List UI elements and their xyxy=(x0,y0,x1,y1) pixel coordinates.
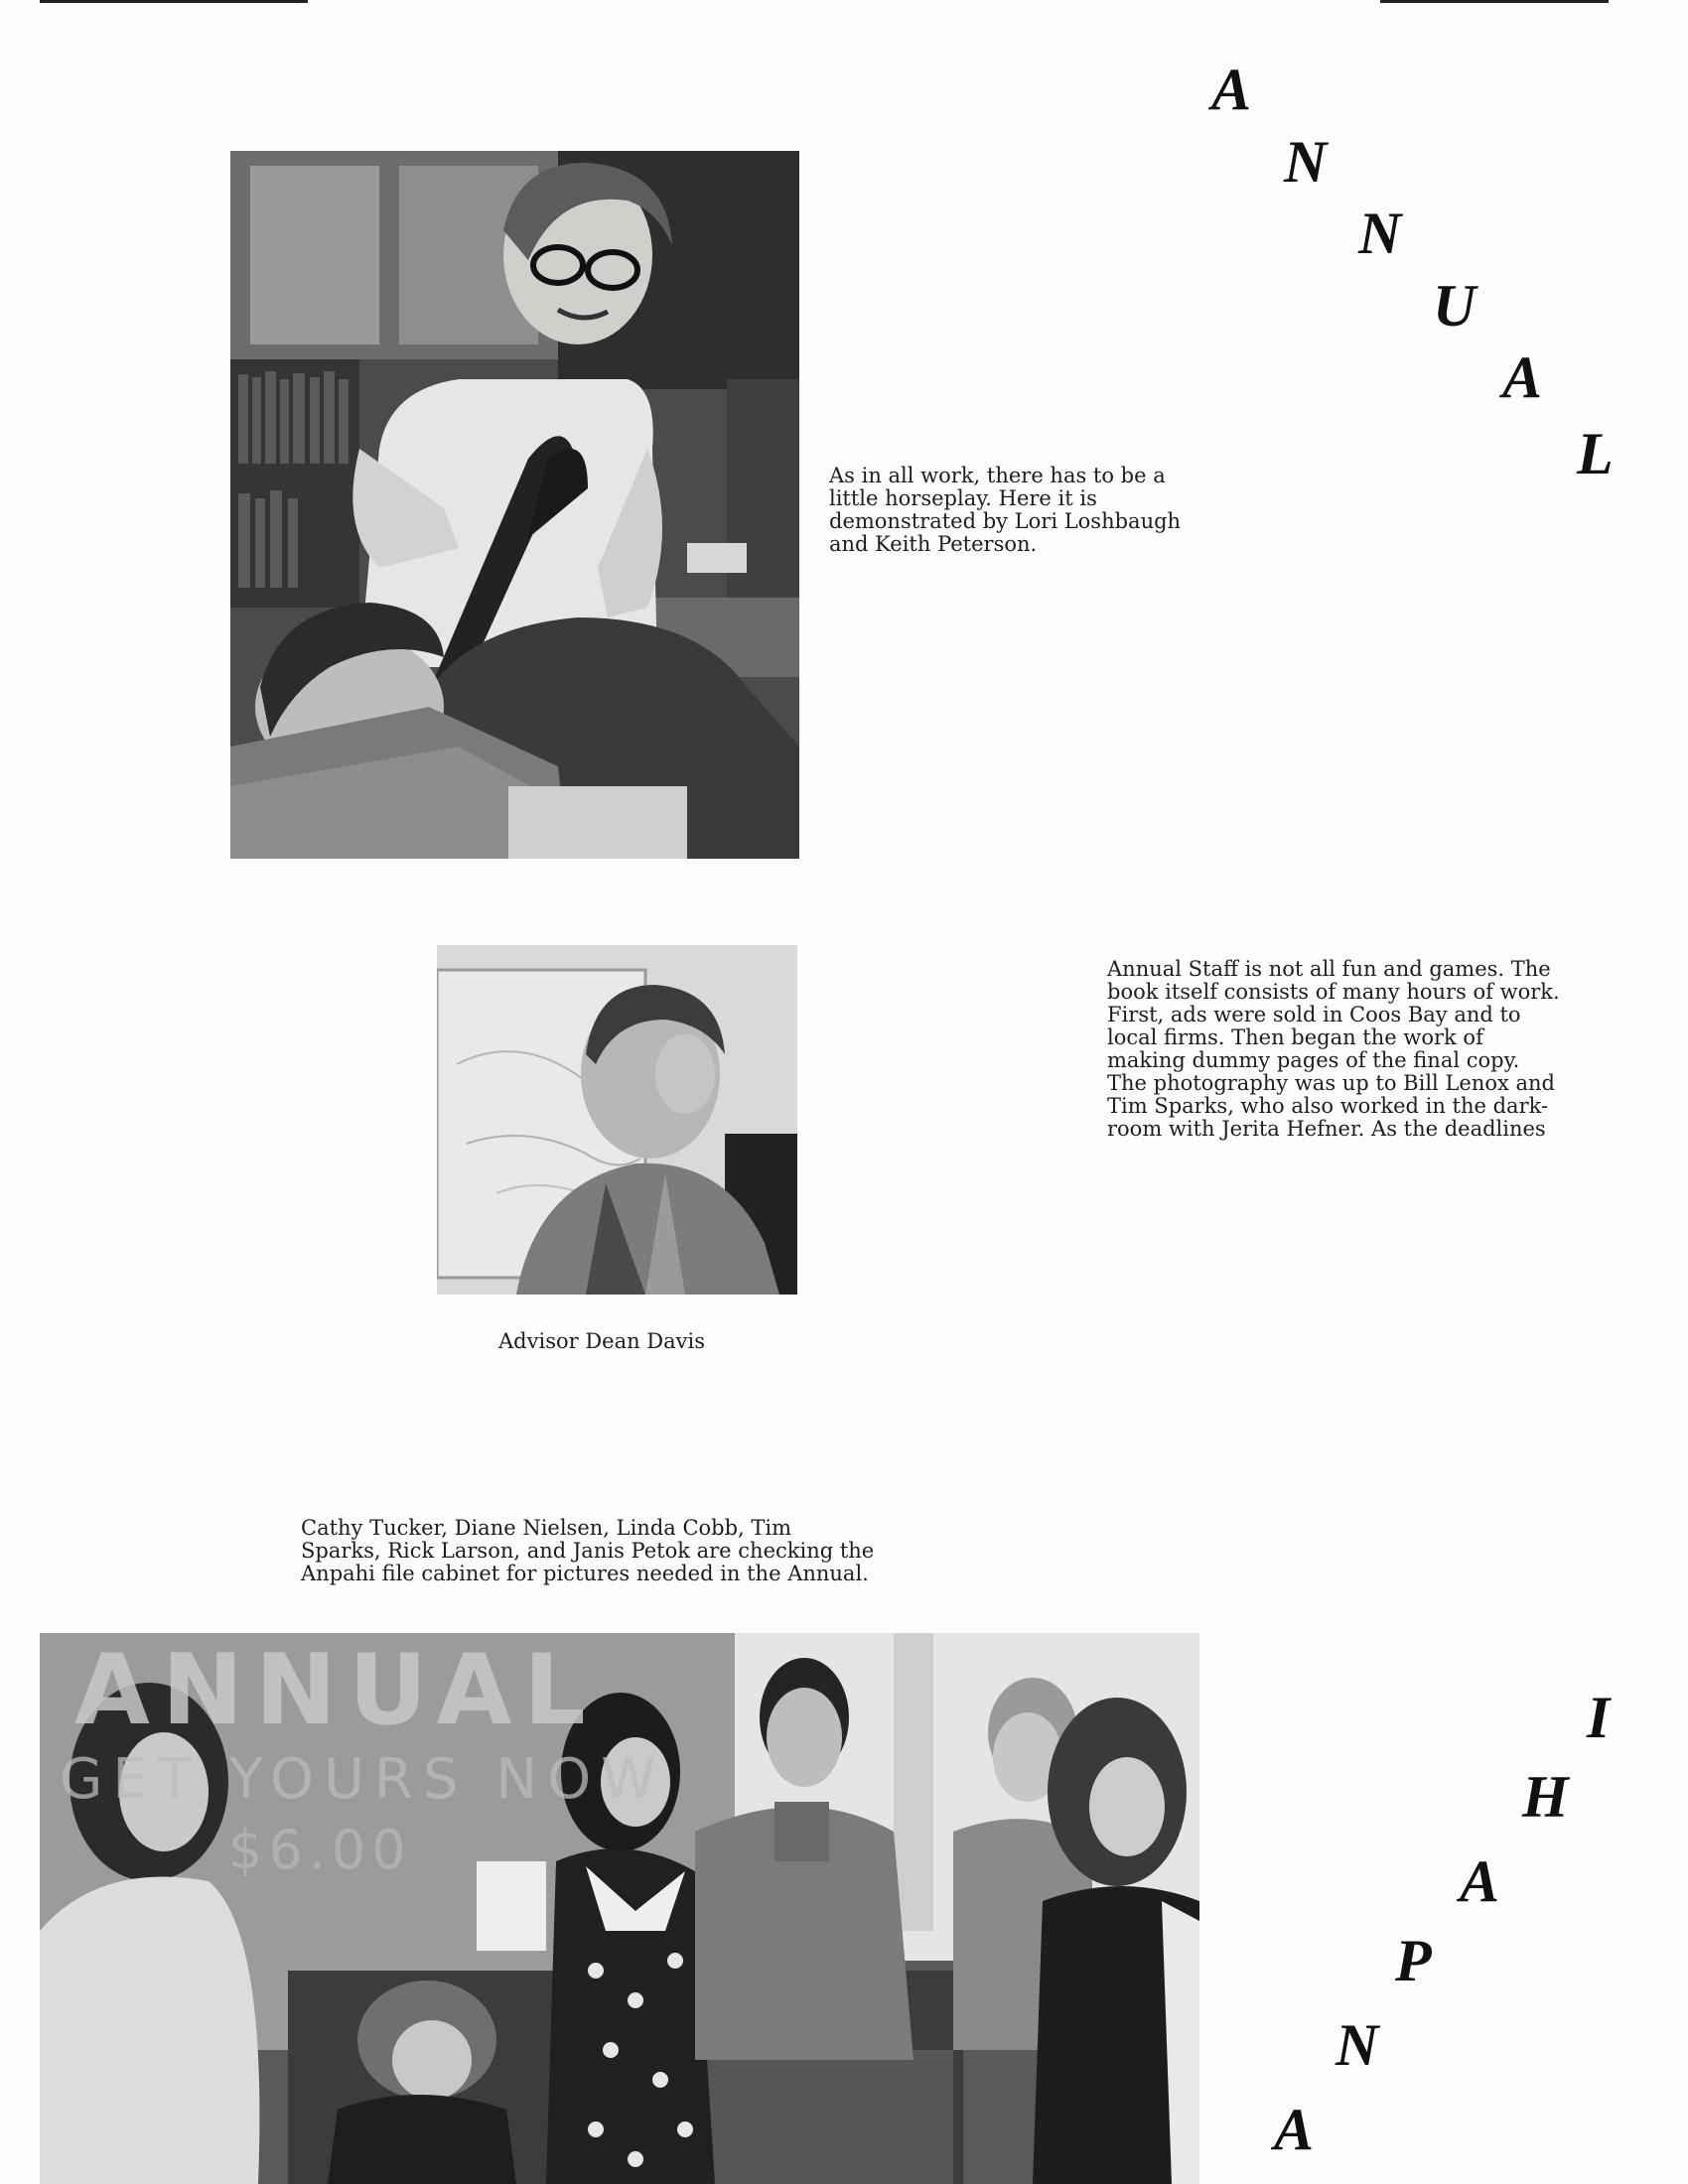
caption-line: Annual Staff is not all fun and games. The xyxy=(1107,957,1551,981)
file-cabinet-caption xyxy=(301,1517,874,1585)
heading-letter: N xyxy=(1358,201,1402,266)
caption-line: Cathy Tucker, Diane Nielsen, Linda Cobb, Tim xyxy=(301,1516,792,1540)
board-title: ANNUAL xyxy=(74,1634,598,1747)
caption-line: As in all work, there has to be a xyxy=(829,464,1166,487)
board-price: $6.00 xyxy=(228,1819,412,1881)
heading-letter: P xyxy=(1395,1928,1432,1993)
heading-letter: A xyxy=(1502,344,1543,410)
heading-letter: N xyxy=(1284,129,1328,195)
heading-letter: A xyxy=(1211,57,1252,122)
caption-line: First, ads were sold in Coos Bay and to xyxy=(1107,1003,1521,1026)
top-rule-right xyxy=(1380,0,1609,3)
caption-line: making dummy pages of the final copy. xyxy=(1107,1048,1520,1072)
horseplay-photo xyxy=(230,151,799,859)
caption-line: and Keith Peterson. xyxy=(829,532,1038,556)
heading-letter: A xyxy=(1460,1848,1500,1914)
top-rule-left xyxy=(40,0,308,3)
caption-line: book itself consists of many hours of work. xyxy=(1107,980,1560,1004)
heading-letter: I xyxy=(1587,1685,1611,1750)
caption-line: Tim Sparks, who also worked in the dark- xyxy=(1107,1094,1549,1118)
horseplay-caption xyxy=(829,465,1181,556)
advisor-photo xyxy=(437,945,797,1295)
group-photo xyxy=(40,1633,1199,2184)
caption-line: demonstrated by Lori Loshbaugh xyxy=(829,509,1182,533)
heading-letter: A xyxy=(1274,2097,1315,2162)
caption-line: local firms. Then began the work of xyxy=(1107,1025,1483,1049)
caption-line: Anpahi file cabinet for pictures needed in the Annual. xyxy=(301,1562,869,1585)
advisor-caption: Advisor Dean Davis xyxy=(498,1329,706,1353)
heading-letter: U xyxy=(1433,273,1477,339)
caption-line: Sparks, Rick Larson, and Janis Petok are checking the xyxy=(301,1539,875,1563)
board-subtitle: GET YOURS NOW xyxy=(60,1747,666,1812)
heading-letter: N xyxy=(1336,2012,1379,2078)
heading-letter: H xyxy=(1522,1764,1569,1830)
caption-line: little horseplay. Here it is xyxy=(829,486,1097,510)
staff-work-caption xyxy=(1107,958,1560,1141)
caption-line: The photography was up to Bill Lenox and xyxy=(1107,1071,1555,1095)
caption-line: room with Jerita Hefner. As the deadlines xyxy=(1107,1117,1546,1141)
heading-letter: L xyxy=(1577,421,1614,486)
